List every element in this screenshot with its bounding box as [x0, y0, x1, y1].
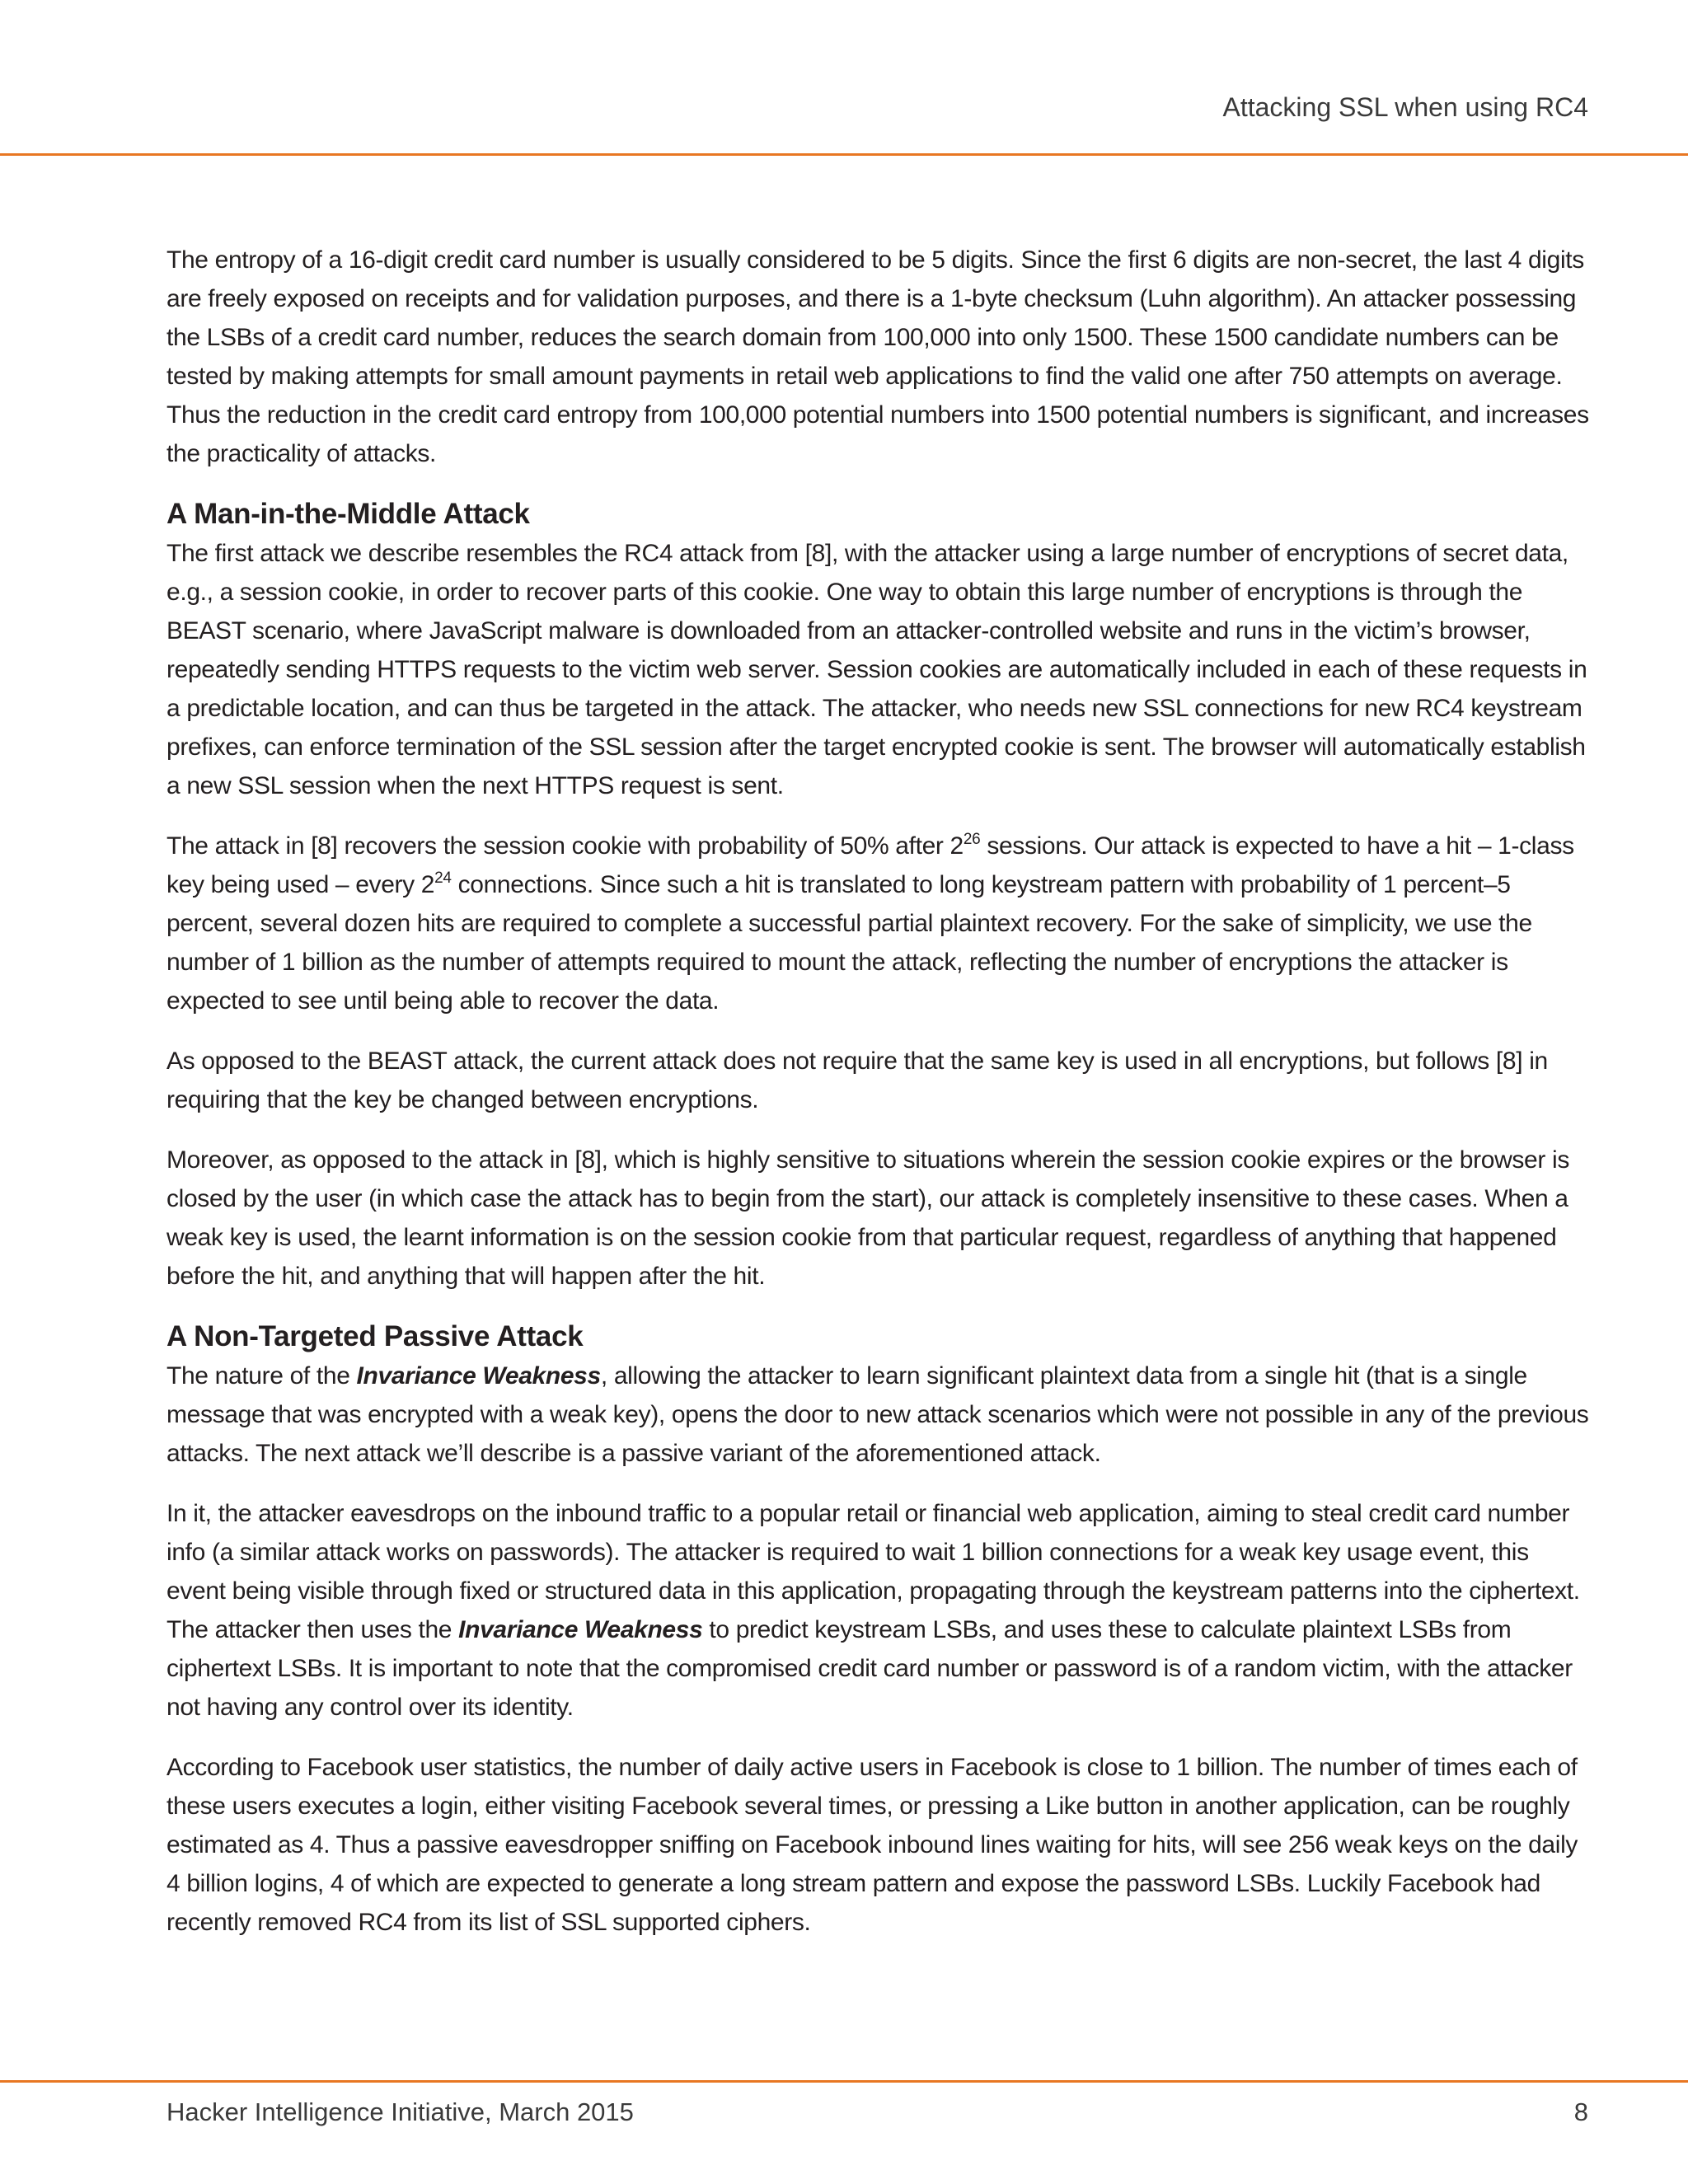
paragraph-insensitivity: Moreover, as opposed to the attack in [8], which is highly sensitive to situations wherein the session cookie expires or the browser is closed by the user (in which case the attack has to begin from the start), our attack is completely insensitive to these cases. When a weak key is used, the learnt information is on the session cookie from that particular request, regardless of anything that happened before the hit, and anything that will happen after the hit. [166, 1146, 1569, 1290]
text-run: The nature of the [166, 1362, 357, 1390]
text-run: In it, the attacker eavesdrops on the inbound traffic to a popular retail or financial web application, aiming to steal credit card number info (a similar attack works on passwords). The attacker is required to wait 1 billion connections for a weak key usage event, this event being visible through fixed or structured data in this application, propagating through the keystream patterns into the ciphertext. The attacker then uses the [166, 1500, 1580, 1643]
text-run: to predict keystream LSBs, and uses these to calculate plaintext LSBs from ciphertext LSBs. It is important to note that the compromised credit card number or password is of a random victim, with the attacker not having any control over its identity. [166, 1616, 1573, 1721]
paragraph-eavesdrop-scenario [166, 1494, 1589, 1727]
page-number: 8 [1573, 2097, 1588, 2126]
header-divider [0, 153, 1688, 156]
superscript-exponent: 26 [963, 831, 981, 848]
paragraph-facebook-statistics: According to Facebook user statistics, the number of daily active users in Facebook is close to 1 billion. The number of times each of these users executes a login, either visiting Facebook several times, or pressing a Like button in another application, can be roughly estimated as 4. Thus a passive eavesdropper sniffing on Facebook inbound lines waiting for hits, will see 256 weak keys on the daily 4 billion logins, 4 of which are expected to generate a long stream pattern and expose the password LSBs. Luckily Facebook had recently removed RC4 from its list of SSL supported ciphers. [166, 1754, 1578, 1936]
text-run: , allowing the attacker to learn significant plaintext data from a single hit (that is a single message that was encrypted with a weak key), opens the door to new attack scenarios which were not possible in any of the previous attacks. The next attack we’ll describe is a passive variant of the aforementioned attack. [166, 1362, 1589, 1467]
running-header-title: Attacking SSL when using RC4 [1222, 92, 1588, 122]
text-run: connections. Since such a hit is translated to long keystream pattern with probability of 1 percent–5 percent, several dozen hits are required to complete a successful partial plaintext recovery. For the sake of simplicity, we use the number of 1 billion as the number of attempts required to mount the attack, reflecting the number of encryptions the attacker is expected to see until being able to recover the data. [166, 871, 1532, 1015]
paragraph-credit-card-entropy: The entropy of a 16-digit credit card number is usually considered to be 5 digits. Since the first 6 digits are non-secret, the last 4 digits are freely exposed on receipts and for validation purposes, and there is a 1-byte checksum (Luhn algorithm). An attacker possessing the LSBs of a credit card number, reduces the search domain from 100,000 into only 1500. These 1500 candidate numbers can be tested by making attempts for small amount payments in retail web applications to find the valid one after 750 attempts on average. Thus the reduction in the credit card entropy from 100,000 potential numbers into 1500 potential numbers is significant, and increases the practicality of attacks. [166, 246, 1589, 467]
section-heading-mitm: A Man-in-the-Middle Attack [166, 498, 530, 530]
paragraph-attack-probability [166, 827, 1589, 1020]
superscript-exponent: 24 [434, 869, 452, 887]
footer-divider [0, 2080, 1688, 2083]
paragraph-beast-comparison: As opposed to the BEAST attack, the current attack does not require that the same key is used in all encryptions, but follows [8] in requiring that the key be changed between encryptions. [166, 1047, 1548, 1113]
paragraph-mitm-intro: The first attack we describe resembles the RC4 attack from [8], with the attacker using a large number of encryptions of secret data, e.g., a session cookie, in order to recover parts of this cookie. One way to obtain this large number of encryptions is through the BEAST scenario, where JavaScript malware is downloaded from an attacker-controlled website and runs in the victim’s browser, repeatedly sending HTTPS requests to the victim web server. Session cookies are automatically included in each of these requests in a predictable location, and can thus be targeted in the attack. The attacker, who needs new SSL connections for new RC4 keystream prefixes, can enforce termination of the SSL session after the target encrypted cookie is sent. The browser will automatically establish a new SSL session when the next HTTPS request is sent. [166, 540, 1587, 799]
text-run: sessions. Our attack is expected to have a hit – 1-class key being used – every 2 [166, 832, 1574, 898]
emphasized-term: Invariance Weakness [458, 1616, 703, 1643]
footer-publication: Hacker Intelligence Initiative, March 2015 [166, 2097, 634, 2126]
document-body [166, 241, 1589, 1963]
emphasized-term: Invariance Weakness [356, 1362, 601, 1390]
page-header [0, 0, 1688, 157]
section-heading-passive-attack: A Non-Targeted Passive Attack [166, 1320, 584, 1352]
text-run: The attack in [8] recovers the session cookie with probability of 50% after 2 [166, 832, 964, 860]
paragraph-invariance-intro [166, 1357, 1589, 1473]
